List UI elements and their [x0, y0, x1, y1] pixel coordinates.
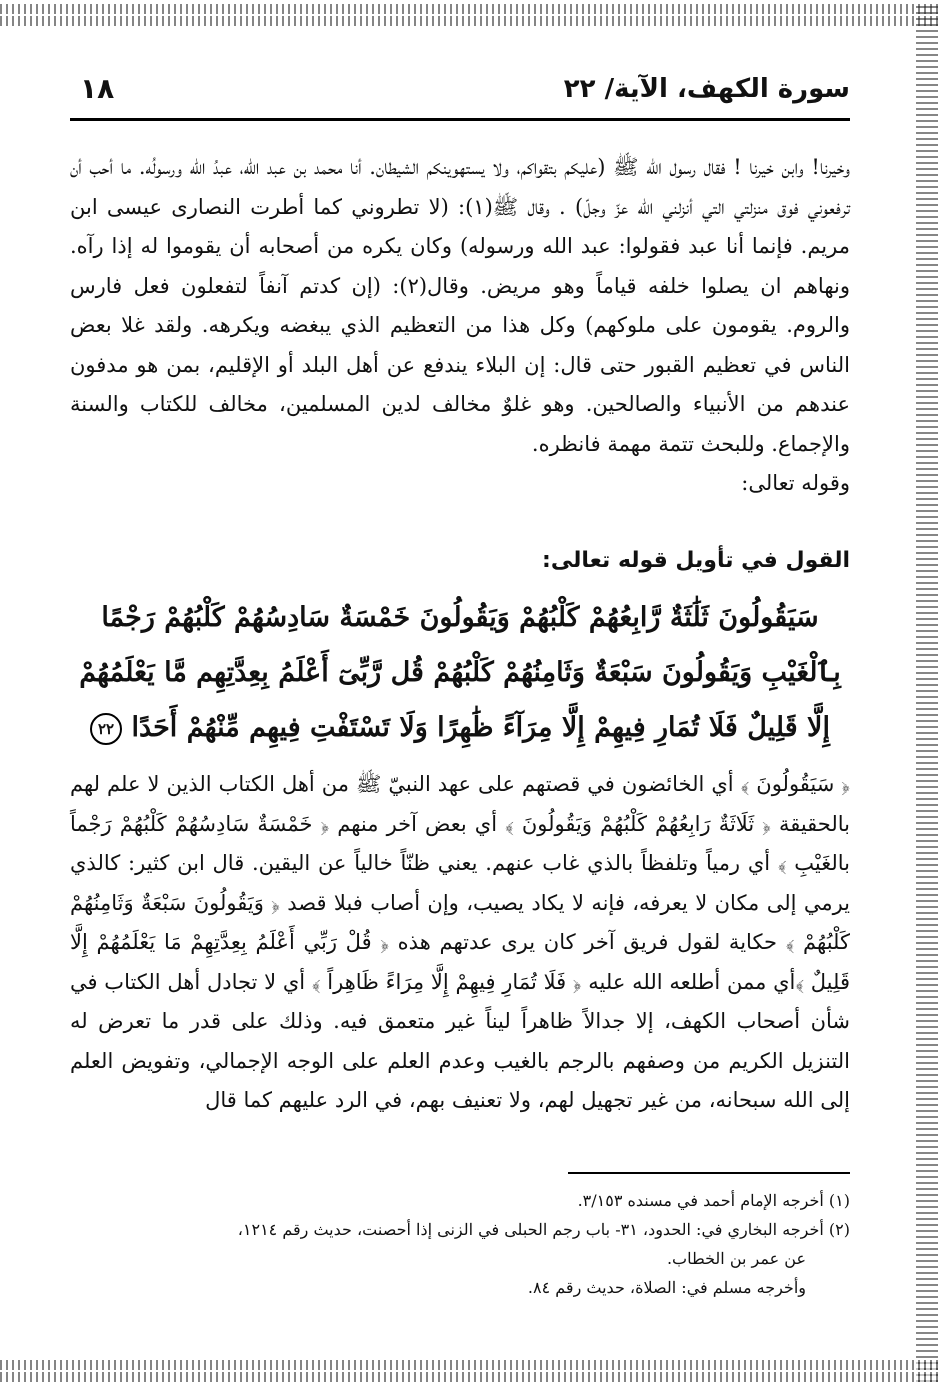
page-number: ١٨ — [80, 72, 115, 105]
verse-line-1: سَيَقُولُونَ ثَلَٰثَةٌ رَّابِعُهُمْ كَلْبُهُمْ وَيَقُولُونَ خَمْسَةٌ سَادِسُهُمْ كَلْبُهُمْ رَجْمًا — [101, 602, 819, 633]
section-heading: القول في تأويل قوله تعالى: — [542, 548, 850, 573]
body-paragraph: وخيرنا! وابن خيرنا ! فقال رسول الله ﷺ (عليكم بتقواكم، ولا يستهوينكم الشيطان. أنا محمد بن عبد الله، عبدُ الله ورسولُه. ما أحب أن ترفعوني فوق منزلتي التي أنزلني الله عزّ وجلّ) . وقال ﷺ(١): (لا تطروني كما أطرت النصارى عيسى ابن مريم. فإنما أنا عبد فقولوا: عبد الله ورسوله) وكان يكره من أصحابه أن يقوموا له إذا رآه. ونهاهم ان يصلوا خلفه قياماً وهو مريض. وقال(٢): (إن كدتم آنفاً لتفعلون فعل فارس والروم. يقومون على ملوكهم) وكل هذا من التعظيم الذي يبغضه ويكرهه. ولقد غلا بعض الناس في تعظيم القبور حتى قال: إن البلاء يندفع عن أهل البلد أو الإقليم، بمن هو مدفون عندهم من الأنبياء والصالحين. وهو غلوٌ مخالف لدين المسلمين، مخالف للكتاب والسنة والإجماع. وللبحث تتمة مهمة فانظره. — [70, 155, 850, 456]
page-header — [70, 60, 850, 112]
decorative-border-right — [916, 4, 938, 1382]
footnotes — [70, 1186, 850, 1302]
verse-line-3 — [70, 700, 850, 755]
footnote-1: (١) أخرجه الإمام أحمد في مسنده ٣/١٥٣. — [577, 1191, 850, 1210]
running-title: سورة الكهف، الآية/ ٢٢ — [563, 74, 850, 104]
footnote-3: وأخرجه مسلم في: الصلاة، حديث رقم ٨٤. — [527, 1278, 806, 1297]
commentary-paragraph: ﴿ سَيَقُولُونَ ﴾ أي الخائضون في قصتهم على عهد النبيّ ﷺ من أهل الكتاب الذين لا علم لهم بالحقيقة ﴿ ثَلَاثَةٌ رَابِعُهُمْ كَلْبُهُمْ وَيَقُولُونَ ﴾ أي بعض آخر منهم ﴿ خَمْسَةٌ سَادِسُهُمْ كَلْبُهُمْ رَجْماً بالغَيْبِ ﴾ أي رمياً وتلفظاً بالذي غاب عنهم. يعني ظنّاً خالياً عن اليقين. قال ابن كثير: كالذي يرمي إلى مكان لا يعرفه، فإنه لا يكاد يصيب، وإن أصاب فبلا قصد ﴿ وَيَقُولُونَ سَبْعَةٌ وَثَامِنُهُمْ كَلْبُهُمْ ﴾ حكاية لقول فريق آخر كان يرى عدتهم هذه ﴿ قُلْ رَبِّي أَعْلَمُ بِعِدَّتِهِمْ مَا يَعْلَمُهُمْ إِلَّا قَلِيلٌ ﴾أي ممن أطلعه الله عليه ﴿ فَلَا تُمَارِ فِيهِمْ إِلَّا مِرَاءً ظَاهِراً ﴾ أي لا تجادل أهل الكتاب في شأن أصحاب الكهف، إلا جدالاً ظاهراً ليناً غير متعمق فيه. وذلك على قدر ما تعرض له التنزيل الكريم من وصفهم بالرجم بالغيب وعدم العلم على الوجه الإجمالي، وتفويض العلم إلى الله سبحانه، من غير تجهيل لهم، ولا تعنيف بهم، في الرد عليهم كما قال — [70, 772, 850, 1112]
footnote-2-continuation: عن عمر بن الخطاب. — [666, 1249, 806, 1268]
verse-line-3-text: إِلَّا قَلِيلٌ فَلَا تُمَارِ فِيهِمْ إِلَّا مِرَآءً ظَٰهِرًا وَلَا تَسْتَفْتِ فِيهِم مِّنْهُمْ أَحَدًا — [131, 712, 830, 743]
body-closing-line: وقوله تعالى: — [741, 471, 850, 495]
quran-verse — [70, 590, 850, 755]
decorative-border-bottom — [0, 1360, 942, 1382]
book-page — [70, 60, 850, 1350]
ayah-number-mark: ٢٢ — [90, 713, 122, 745]
footnote-2: (٢) أخرجه البخاري في: الحدود، ٣١- باب رجم الحبلى في الزنى إذا أحصنت، حديث رقم ١٢١٤، — [237, 1220, 850, 1239]
body-text — [70, 148, 850, 504]
header-divider — [70, 118, 850, 121]
commentary-text — [70, 765, 850, 1121]
footnote-divider — [568, 1172, 850, 1174]
decorative-border-top — [0, 4, 942, 26]
verse-line-2: بِٱلْغَيْبِ وَيَقُولُونَ سَبْعَةٌ وَثَامِنُهُمْ كَلْبُهُمْ قُل رَّبِّىٓ أَعْلَمُ بِعِدَّتِهِم مَّا يَعْلَمُهُمْ — [79, 657, 841, 688]
